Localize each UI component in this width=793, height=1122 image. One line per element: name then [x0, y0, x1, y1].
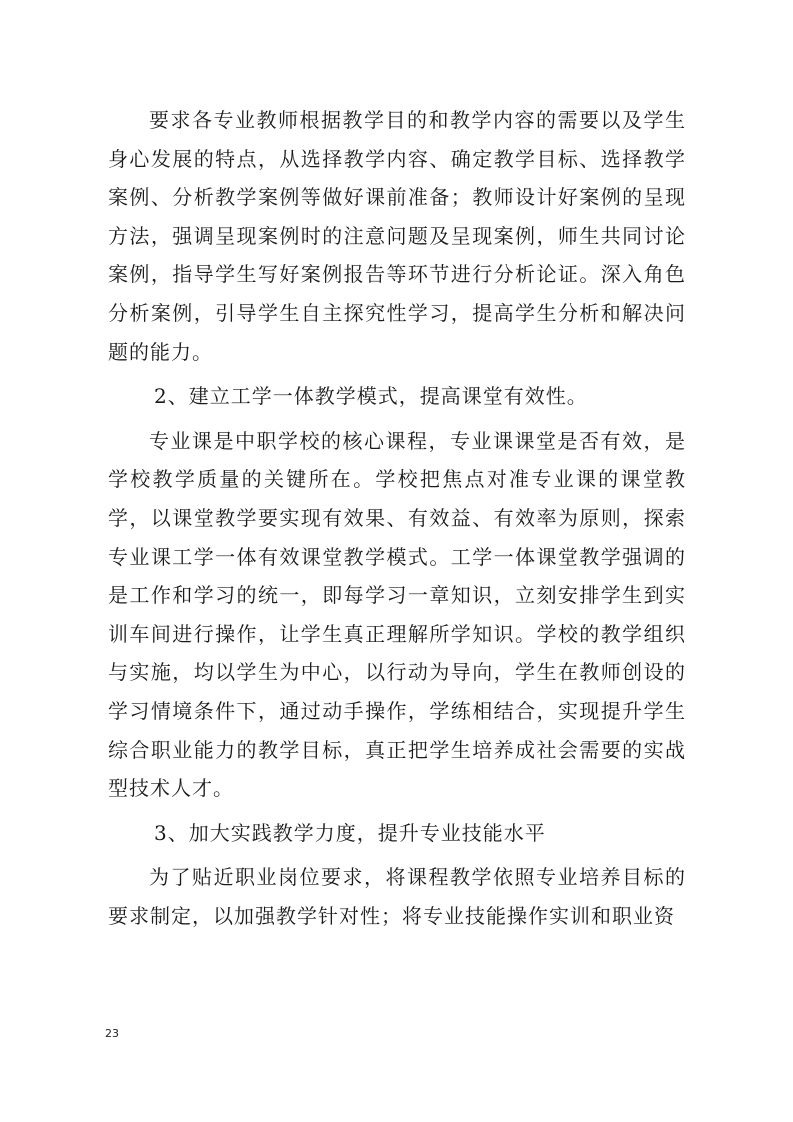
paragraph-work-study: 专业课是中职学校的核心课程，专业课课堂是否有效，是学校教学质量的关键所在。学校把焦点对准专业课的课堂教学，以课堂教学要实现有效果、有效益、有效率为原则，探索专业课工学一体有效课堂教学模式。工学一体课堂教学强调的是工作和学习的统一，即每学习一章知识，立刻安排学生到实训车间进行操作，让学生真正理解所学知识。学校的教学组织与实施，均以学生为中心，以行动为导向，学生在教师创设的学习情境条件下，通过动手操作，学练相结合，实现提升学生综合职业能力的教学目标，真正把学生培养成社会需要的实战型技术人才。 [108, 428, 686, 801]
paragraph-case-teaching: 要求各专业教师根据教学目的和教学内容的需要以及学生身心发展的特点，从选择教学内容、确定教学目标、选择教学案例、分析教学案例等做好课前准备；教师设计好案例的呈现方法，强调呈现案例时的注意问题及呈现案例，师生共同讨论案例，指导学生写好案例报告等环节进行分析论证。深入角色分析案例，引导学生自主探究性学习，提高学生分析和解决问题的能力。 [108, 108, 686, 364]
section-heading-2: 2、建立工学一体教学模式，提高课堂有效性。 [154, 384, 588, 409]
page-number: 23 [105, 1027, 119, 1040]
section-heading-3: 3、加大实践教学力度，提升专业技能水平 [154, 820, 546, 845]
paragraph-practice-teaching: 为了贴近职业岗位要求，将课程教学依照专业培养目标的要求制定，以加强教学针对性；将专业技能操作实训和职业资 [108, 865, 686, 928]
document-body [108, 101, 686, 935]
